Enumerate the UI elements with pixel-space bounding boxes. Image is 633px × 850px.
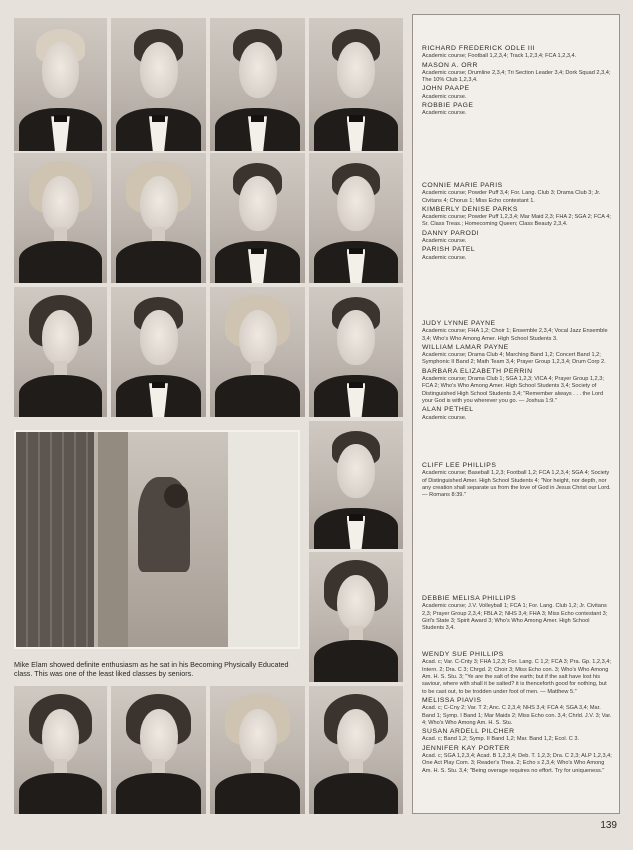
bio-name: PARISH PATEL [422,246,476,254]
bio-text: Academic course; FHA 1,2; Choir 1; Ensemble 2,3,4; Vocal Jazz Ensemble 3,4; Who's Who Among Amer. High School Students 3. [422,328,608,342]
portrait-judy-payne [14,287,107,417]
portrait-orr [111,18,206,151]
portrait-patel [309,153,403,283]
bio-text: Acad. c; SGA 1,2,3,4; Acad. B 1,2,3,4; Deb. T. 1,2,3; Dra. C 2,3; ALP 1,2,3,4; One Act Play Com. 3; Reader's Thea. 2; Echo s 2,3,4; Who's Who Among Am. H. S. Stu. 3,4; "Being overage requires no effort. Try for uniqueness." [422,753,612,774]
portrait-paris [14,153,107,283]
bio-entry [422,320,612,423]
bio-text: Academic course; Powder Puff 1,2,3,4; Mar Maid 2,3; FHA 2; SGA 2; FCA 4; Sr. Class Treas.; Homecoming Queen; Class Beauty 2,3,4. [422,214,611,228]
bio-name: BARBARA ELIZABETH PERRIN [422,367,533,375]
bio-text: Acad. c; Band 1,2; Symp. II Band 1,2; Mar. Band 1,2; Ecol. C 3. [422,736,580,743]
portrait-piavis [111,686,206,814]
hallway-wall [228,432,298,647]
bio-name: WILLIAM LAMAR PAYNE [422,343,509,351]
bio-entry [422,595,612,634]
portrait-pethel [309,287,403,417]
bio-text: Academic course. [422,414,467,421]
lockers [16,432,94,647]
bio-text: Academic course. [422,93,467,100]
bio-name: JENNIFER KAY PORTER [422,744,510,752]
bio-name: RICHARD FREDERICK ODLE III [422,45,536,52]
bio-entry [422,651,612,776]
bio-name: SUSAN ARDELL PILCHER [422,728,515,736]
bio-text: Academic course; Powder Puff 3,4; For. Lang. Club 3; Drama Club 3; Jr. Civitans 4; Chorus 1; Miss Echo contestant 1. [422,190,601,204]
classroom-door [98,432,128,647]
portrait-parodi [210,153,305,283]
portrait-william-payne [111,287,206,417]
bio-entry [422,462,612,501]
bio-name: CONNIE MARIE PARIS [422,182,503,189]
bio-text: Acad. c; Var. C-Cnty 3; FHA 1,2,3; For. Lang. C 1,2; FCA 3; Pra. Gp. 1,2,3,4; Intern. 2; Dra. C 3; Chrgd. 2; Choir 3; Miss Echo con. 3; Who's Who Among Am. H. S. Stu. 3; "Ye are the salt of the earth; but if the salt have lost his saviour, where with shall it be salted? it is thenceforth good for nothing, but to be cast out, to be trodden under foot of men. — Matthew 5." [422,659,611,695]
bio-text: Academic course. [422,110,467,117]
bio-name: DANNY PARODI [422,229,480,237]
bio-text: Academic course. [422,237,467,244]
portrait-parks [111,153,206,283]
bio-name: JOHN PAAPE [422,85,470,93]
bio-name: DEBBIE MELISA PHILLIPS [422,595,517,602]
bio-entry [422,182,612,263]
bio-name: WENDY SUE PHILLIPS [422,651,504,658]
photo-caption: Mike Elam showed definite enthusiasm as he sat in his Becoming Physically Educated class. This was one of the least liked classes by seniors. [14,660,289,679]
bio-name: ROBBIE PAGE [422,101,474,109]
bio-text: Academic course; Drumline 2,3,4; Tri Section Leader 3,4; Dork Squad 2,3,4; The 10% Club 1,2,3,4. [422,69,611,84]
bio-name: KIMBERLY DENISE PARKS [422,205,518,213]
portrait-odle [14,18,107,151]
portrait-perrin [210,287,305,417]
bio-text: Academic course; Baseball 1,2,3; Football 1,2; FCA 1,2,3,4; SGA 4; Society of Distinguished Amer. High School Students 4; "Nor height, nor depth, nor any creation shall separate us from the love of God in Jesus Christ our Lord. — Romans 8:39." [422,470,611,499]
candid-classroom-photo [14,430,300,649]
bio-name: MELISSA PIAVIS [422,697,482,705]
portrait-wendy-phillips [14,686,107,814]
bio-text: Academic course; Football 1,2,3,4; Track 1,2,3,4; FCA 1,2,3,4. [422,53,577,60]
portrait-page [309,18,403,151]
bio-text: Academic course; J.V. Volleyball 1; FCA 1; For. Lang. Club 1,2; Jr. Civitans 2,3; Prayer Group 2,3,4; FBLA 2; NHS 3,4; FHA 3; Miss Echo contestant 3; Girl's State 3; Spirit Award 3; Who's Who Among Amer. High School Students 3,4. [422,603,608,632]
bio-text: Academic course; Drama Club 4; Marching Band 1,2; Concert Band 1,2; Symphonic II Band 2; Math Team 3,4; Prayer Group 1,2,3,4; Drum Corp 2. [422,352,606,366]
bio-name: MASON A. ORR [422,61,478,69]
bio-text: Academic course. [422,254,467,261]
portrait-paape [210,18,305,151]
portrait-debbie-phillips [309,552,403,682]
page-number: 139 [600,820,617,831]
bio-name: JUDY LYNNE PAYNE [422,320,496,327]
bio-text: Academic course; Drama Club 1; SGA 1,2,3; VICA 4; Prayer Group 1,2,3; FCA 2; Who's Who Among Amer. High School Students 3,4; Society of Distinguished High School Students 3,4; "Remember always . . . the Lord your God is with you wherever you go. — Joshua 1:9." [422,375,604,405]
student-head [164,484,188,508]
bio-entry [422,45,612,119]
portrait-cliff-phillips [309,421,403,549]
biography-panel [412,14,620,814]
bio-name: CLIFF LEE PHILLIPS [422,462,497,469]
bio-name: ALAN PETHEL [422,406,474,414]
portrait-porter [309,686,403,814]
bio-text: Acad. c; C-Cny 2; Var. T 2; Anc. C 2,3,4; NHS 3,4; FCA 4; SGA 3,4; Mar. Band 1; Symp. I Band 1; Mar Maids 2; Miss Echo con. 3,4; Chrld. J.V. 3; Var. 4; Who's Who Among Am. H. S. Stu. [422,705,612,726]
portrait-pilcher [210,686,305,814]
